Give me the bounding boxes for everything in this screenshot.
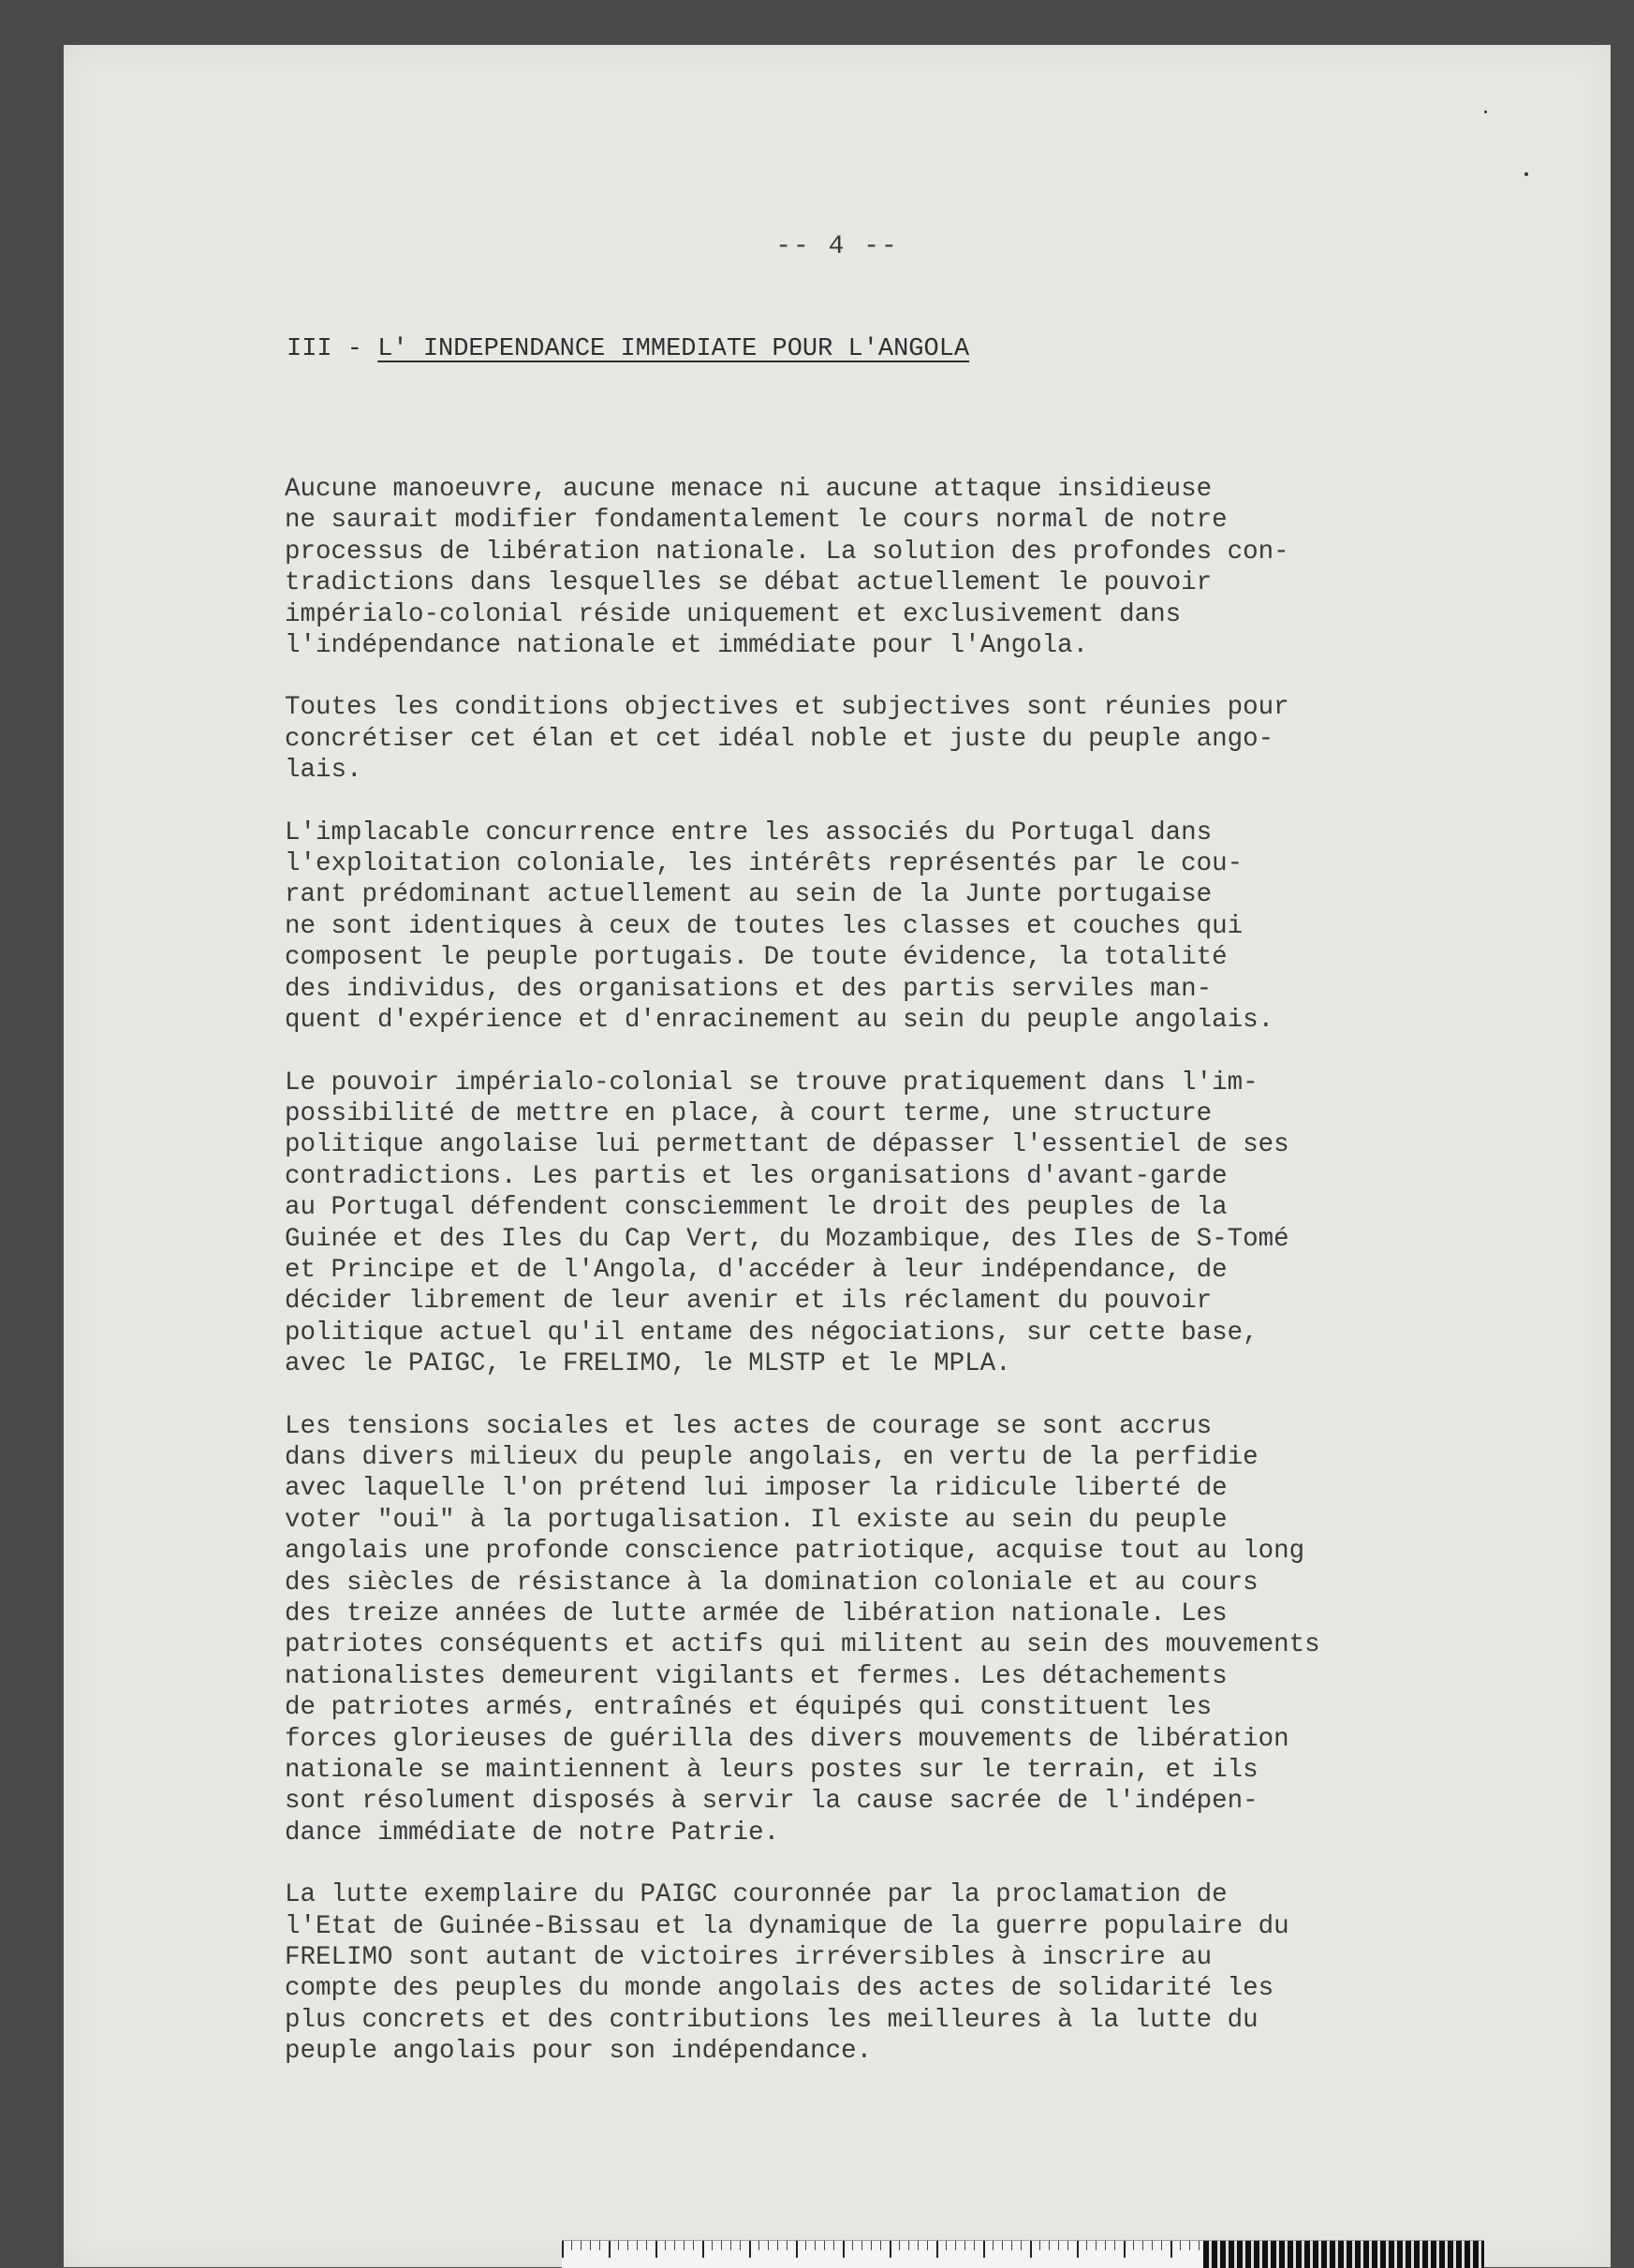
body-text bbox=[285, 474, 1502, 2099]
document-page bbox=[64, 45, 1611, 2267]
ruler-dark-block bbox=[1203, 2241, 1484, 2268]
paragraph-3: L'implacable concurrence entre les associés du Portugal dans l'exploitation coloniale, les intérêts représentés par le cou- rant prédominant actuellement au sein de la Junte portugaise ne sont identiques à ceux de toutes les classes et couches qui composent le peuple portugais. De toute évidence, la totalité des individus, des organisations et des partis serviles man- quent d'expérience et d'enracinement au sein du peuple angolais. bbox=[285, 817, 1274, 1036]
paragraph-4: Le pouvoir impérialo-colonial se trouve pratiquement dans l'im- possibilité de mettre en place, à court terme, une structure politique angolaise lui permettant de dépasser l'essentiel de ses contradictions. Les partis et les organisations d'avant-garde au Portugal défendent consciemment le droit des peuples de la Guinée et des Iles du Cap Vert, du Mozambique, des Iles de S-Tomé et Principe et de l'Angola, d'accéder à leur indépendance, de décider librement de leur avenir et ils réclament du pouvoir politique actuel qu'il entame des négociations, sur cette base, avec le PAIGC, le FRELIMO, le MLSTP et le MPLA. bbox=[285, 1068, 1289, 1379]
page-number: -- 4 -- bbox=[775, 232, 899, 261]
paragraph-1: Aucune manoeuvre, aucune menace ni aucune attaque insidieuse ne saurait modifier fondamentalement le cours normal de notre processus de libération nationale. La solution des profondes con- tradictions dans lesquelles se débat actuellement le pouvoir impérialo-colonial réside uniquement et exclusivement dans l'indépendance nationale et immédiate pour l'Angola. bbox=[285, 475, 1289, 661]
section-heading bbox=[287, 335, 969, 363]
paragraph-6: La lutte exemplaire du PAIGC couronnée par la proclamation de l'Etat de Guinée-Bissau et la dynamique de la guerre populaire du FRELIMO sont autant de victoires irréversibles à inscrire au compte des peuples du monde angolais des actes de solidarité les plus concrets et des contributions les meilleures à la lutte du peuple angolais pour son indépendance. bbox=[285, 1880, 1289, 2067]
section-heading-prefix: III - bbox=[287, 335, 378, 363]
speck-mark bbox=[1484, 110, 1487, 113]
speck-mark bbox=[1524, 172, 1528, 176]
paragraph-5: Les tensions sociales et les actes de courage se sont accrus dans divers milieux du peuple angolais, en vertu de la perfidie avec laquelle l'on prétend lui imposer la ridicule liberté de voter "oui" à la portugalisation. Il existe au sein du peuple angolais une profonde conscience patriotique, acquise tout au long des siècles de résistance à la domination coloniale et au cours des treize années de lutte armée de libération nationale. Les patriotes conséquents et actifs qui militent au sein des mouvements nationalistes demeurent vigilants et fermes. Les détachements de patriotes armés, entraînés et équipés qui constituent les forces glorieuses de guérilla des divers mouvements de libération nationale se maintiennent à leurs postes sur le terrain, et ils sont résolument disposés à servir la cause sacrée de l'indépen- dance immédiate de notre Patrie. bbox=[285, 1411, 1320, 1848]
section-heading-title: L' INDEPENDANCE IMMEDIATE POUR L'ANGOLA bbox=[377, 335, 970, 363]
paragraph-2: Toutes les conditions objectives et subjectives sont réunies pour concrétiser cet élan et cet idéal noble et juste du peuple ango- lais. bbox=[285, 693, 1289, 786]
scale-ruler bbox=[562, 2240, 1484, 2268]
